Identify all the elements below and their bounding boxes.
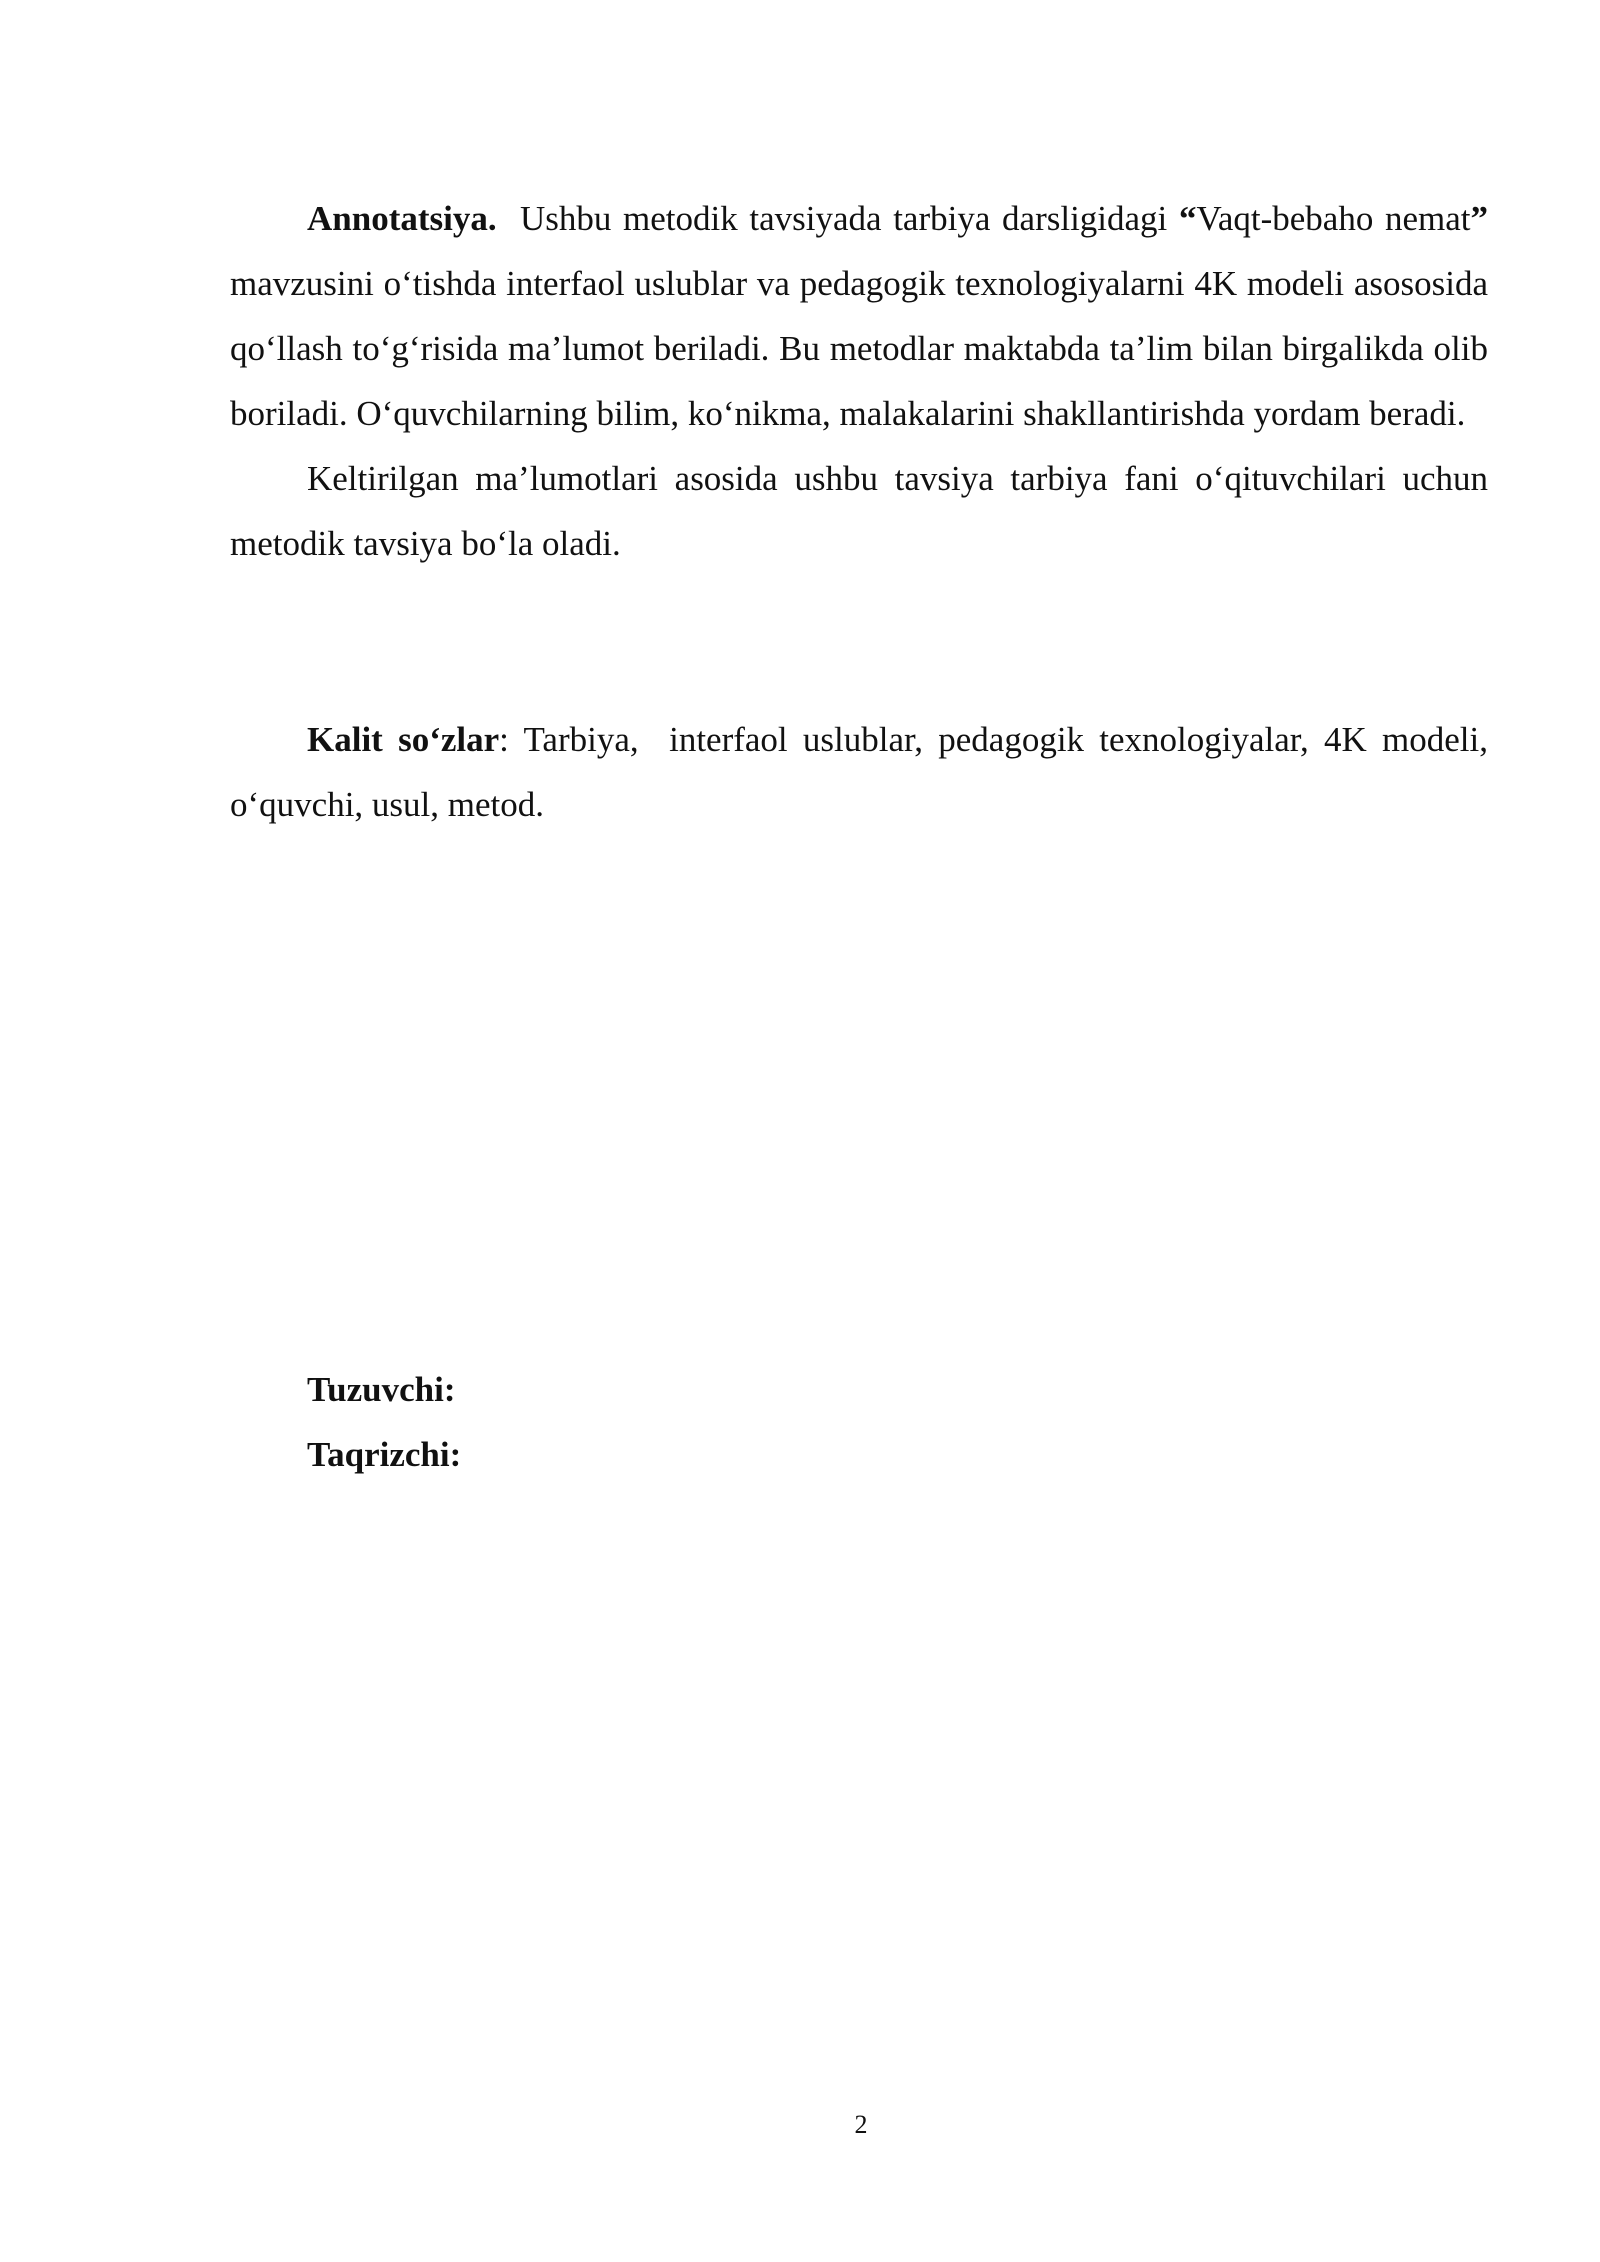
- keywords-heading: Kalit so‘zlar: [307, 720, 500, 759]
- close-quote-mark: ”: [1470, 199, 1488, 238]
- compiler-label: Tuzuvchi:: [307, 1370, 456, 1409]
- annotation-text-before-quote: Ushbu metodik tavsiyada tarbiya darsligidagi: [519, 199, 1179, 238]
- annotation-heading: Annotatsiya.: [307, 199, 497, 238]
- open-quote-mark: “: [1178, 199, 1197, 238]
- keywords-paragraph: [230, 707, 1497, 837]
- keywords-separator: :: [499, 720, 524, 759]
- keywords-text: Tarbiya, interfaol uslublar, pedagogik texnologiyalar, 4K modeli, o‘quvchi, usul, metod.: [230, 720, 1497, 824]
- annotation-paragraph-2: Keltirilgan ma’lumotlari asosida ushbu tavsiya tarbiya fani o‘qituvchilari uchun metodik tavsiya bo‘la oladi.: [230, 459, 1488, 563]
- reviewer-label: Taqrizchi:: [307, 1435, 462, 1474]
- annotation-section: [230, 186, 1488, 576]
- annotation-quoted-topic: Vaqt-bebaho nemat: [1196, 199, 1471, 238]
- annotation-text-after-quote: mavzusini o‘tishda interfaol uslublar va pedagogik texnologiyalarni 4K modeli asososida qo‘llash to‘g‘risida ma’lumot beriladi. Bu metodlar maktabda ta’lim bilan birgalikda olib boriladi. O‘quvchilarning bilim, ko‘nikma, malakalarini shakllantirishda yordam beradi.: [230, 264, 1488, 433]
- page-number: 2: [854, 2110, 868, 2139]
- annotation-paragraph-1: [230, 186, 1488, 446]
- keywords-section: [230, 707, 1497, 837]
